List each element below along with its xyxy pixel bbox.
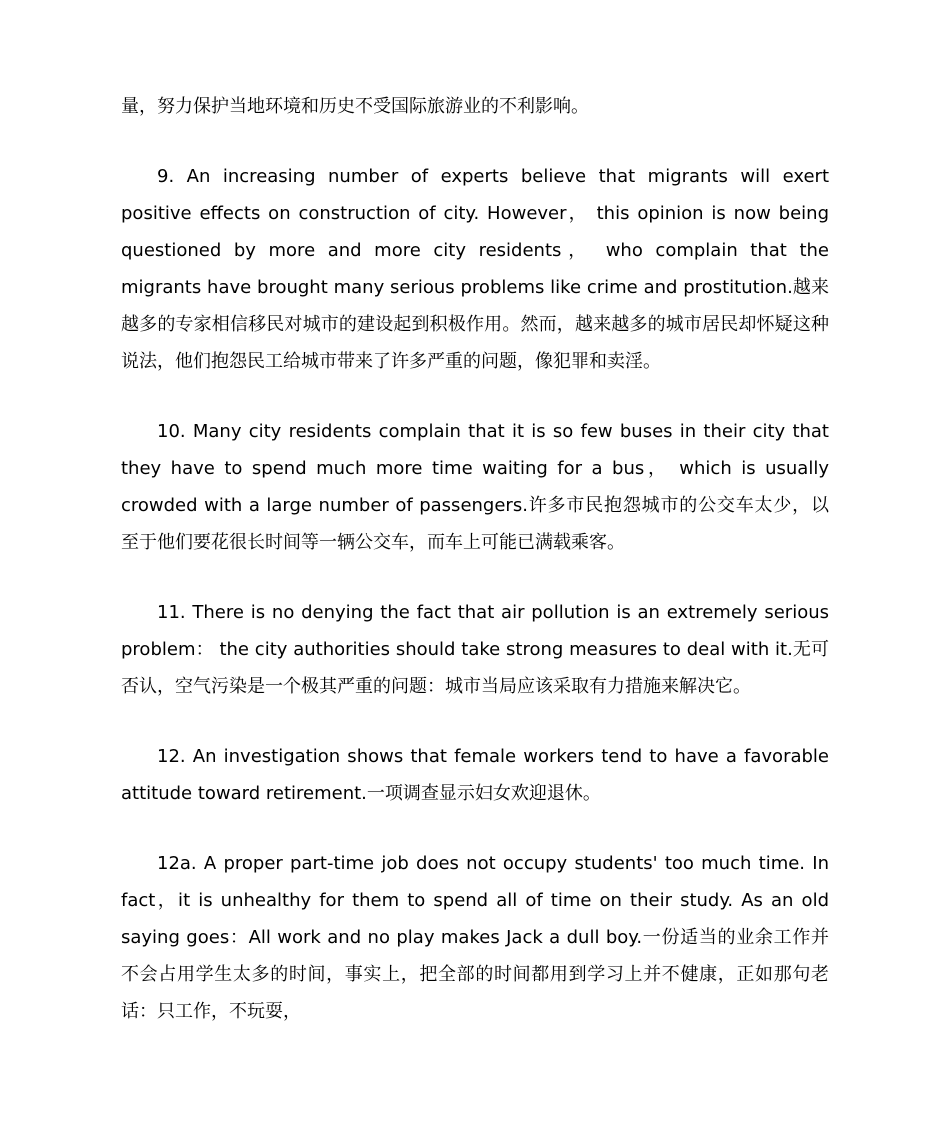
paragraph-gap [121,812,829,845]
paragraph-gap [121,380,829,413]
paragraph-gap [121,125,829,158]
paragraph-gap [121,561,829,594]
paragraph-continuation: 量，努力保护当地环境和历史不受国际旅游业的不利影响。 [121,96,589,117]
paragraph-item-11: 11. There is no denying the fact that air pollution is an extremely serious problem： the city authorities should take strong measures to deal with it.无可否认，空气污染是一个极其严重的问题：城市当局应该采取有力措施来解决它。 [121,602,829,697]
paragraph-item-12a: 12a. A proper part-time job does not occupy students' too much time. In fact，it is unhealthy for them to spend all of time on their study. As an old saying goes：All work and no play makes Jack a dull boy.一份适当的业余工作并不会占用学生太多的时间，事实上，把全部的时间都用到学习上并不健康，正如那句老话：只工作，不玩耍， [121,853,829,1022]
paragraph-gap [121,705,829,738]
document-body [121,88,829,1030]
paragraph-item-10: 10. Many city residents complain that it is so few buses in their city that they have to spend much more time waiting for a bus， which is usually crowded with a large number of passengers.许多市民抱怨城市的公交车太少，以至于他们要花很长时间等一辆公交车，而车上可能已满载乘客。 [121,421,829,553]
paragraph-item-12: 12. An investigation shows that female workers tend to have a favorable attitude toward retirement.一项调查显示妇女欢迎退休。 [121,746,829,804]
paragraph-item-9: 9. An increasing number of experts believe that migrants will exert positive effects on construction of city. However， this opinion is now being questioned by more and more city residents， who complain that the migrants have brought many serious problems like crime and prostitution.越来越多的专家相信移民对城市的建设起到积极作用。然而，越来越多的城市居民却怀疑这种说法，他们抱怨民工给城市带来了许多严重的问题，像犯罪和卖淫。 [121,166,829,372]
